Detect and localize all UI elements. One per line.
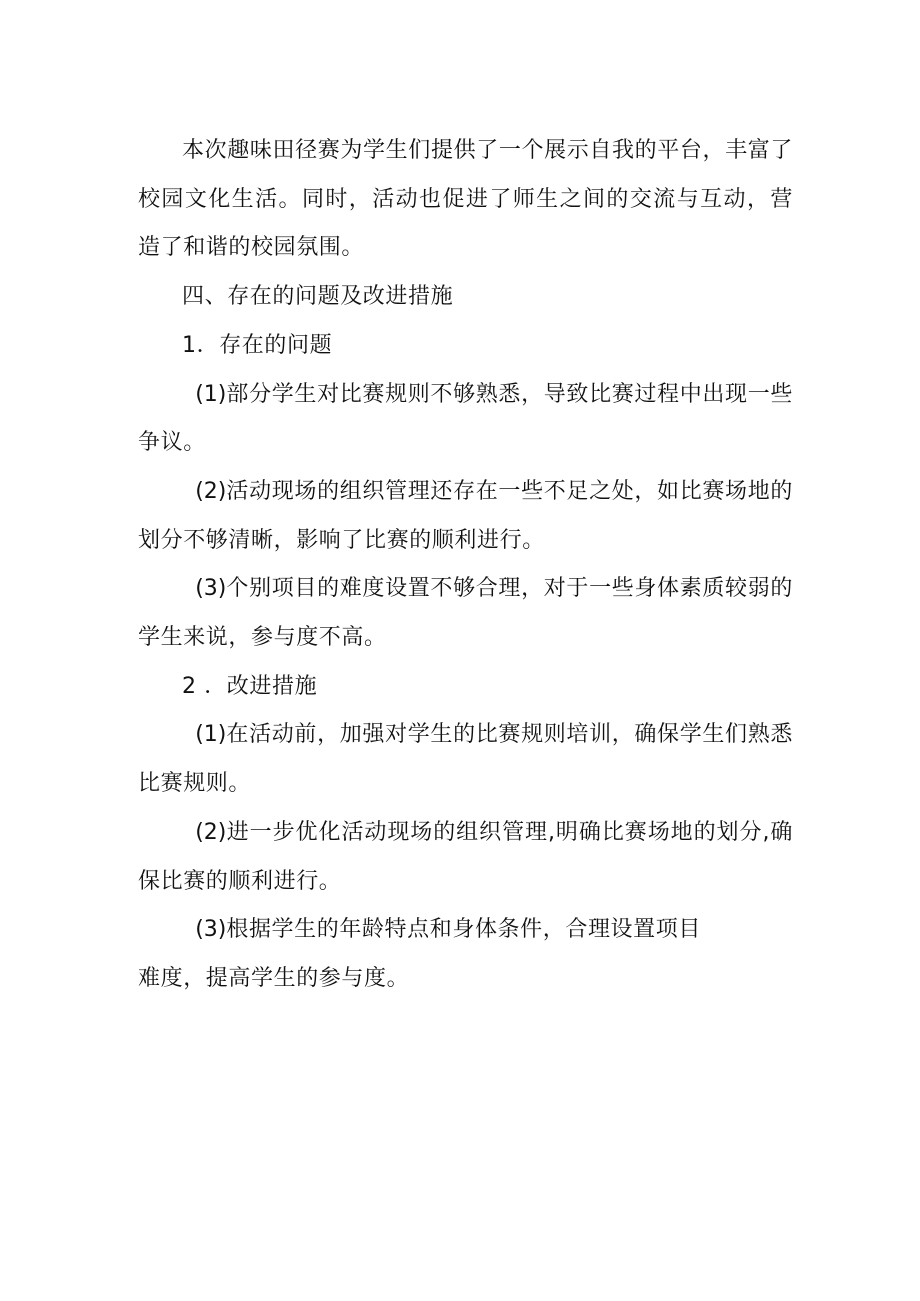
problem-item-3 xyxy=(138,565,793,662)
problem-item-1-text: 部分学生对比赛规则不够熟悉，导致比赛过程中出现一些争议。 xyxy=(138,381,793,456)
intro-paragraph: 本次趣味田径赛为学生们提供了一个展示自我的平台，丰富了校园文化生活。同时，活动也促进了师生之间的交流与互动，营造了和谐的校园氛围。 xyxy=(138,138,793,261)
measure-item-3-continuation: 难度，提高学生的参与度。 xyxy=(138,965,410,991)
problem-item-3-number: (3) xyxy=(195,576,227,602)
problems-heading: 1．存在的问题 xyxy=(182,332,333,358)
section-heading: 四、存在的问题及改进措施 xyxy=(182,284,454,310)
measure-item-2-text: 进一步优化活动现场的组织管理,明确比赛场地的划分,确保比赛的顺利进行。 xyxy=(138,819,793,894)
problem-item-2-text: 活动现场的组织管理还存在一些不足之处，如比赛场地的划分不够清晰，影响了比赛的顺利进行。 xyxy=(138,478,793,553)
measure-item-2-number: (2) xyxy=(195,819,227,845)
problem-item-1 xyxy=(138,371,793,468)
measure-item-1-text: 在活动前，加强对学生的比赛规则培训，确保学生们熟悉比赛规则。 xyxy=(138,722,793,797)
problem-item-1-number: (1) xyxy=(195,381,227,407)
measure-item-3 xyxy=(138,906,793,955)
problem-item-2-number: (2) xyxy=(195,478,227,504)
document-body xyxy=(138,127,793,1004)
problem-item-3-text: 个别项目的难度设置不够合理，对于一些身体素质较弱的学生来说，参与度不高。 xyxy=(138,576,793,651)
measure-item-3-text: 根据学生的年龄特点和身体条件，合理设置项目 xyxy=(226,917,701,943)
measure-item-2 xyxy=(138,809,793,906)
measure-item-1-number: (1) xyxy=(195,722,227,748)
measures-heading: 2 ．改进措施 xyxy=(182,673,318,699)
measure-item-3-number: (3) xyxy=(195,917,227,943)
measure-item-1 xyxy=(138,711,793,808)
problem-item-2 xyxy=(138,468,793,565)
